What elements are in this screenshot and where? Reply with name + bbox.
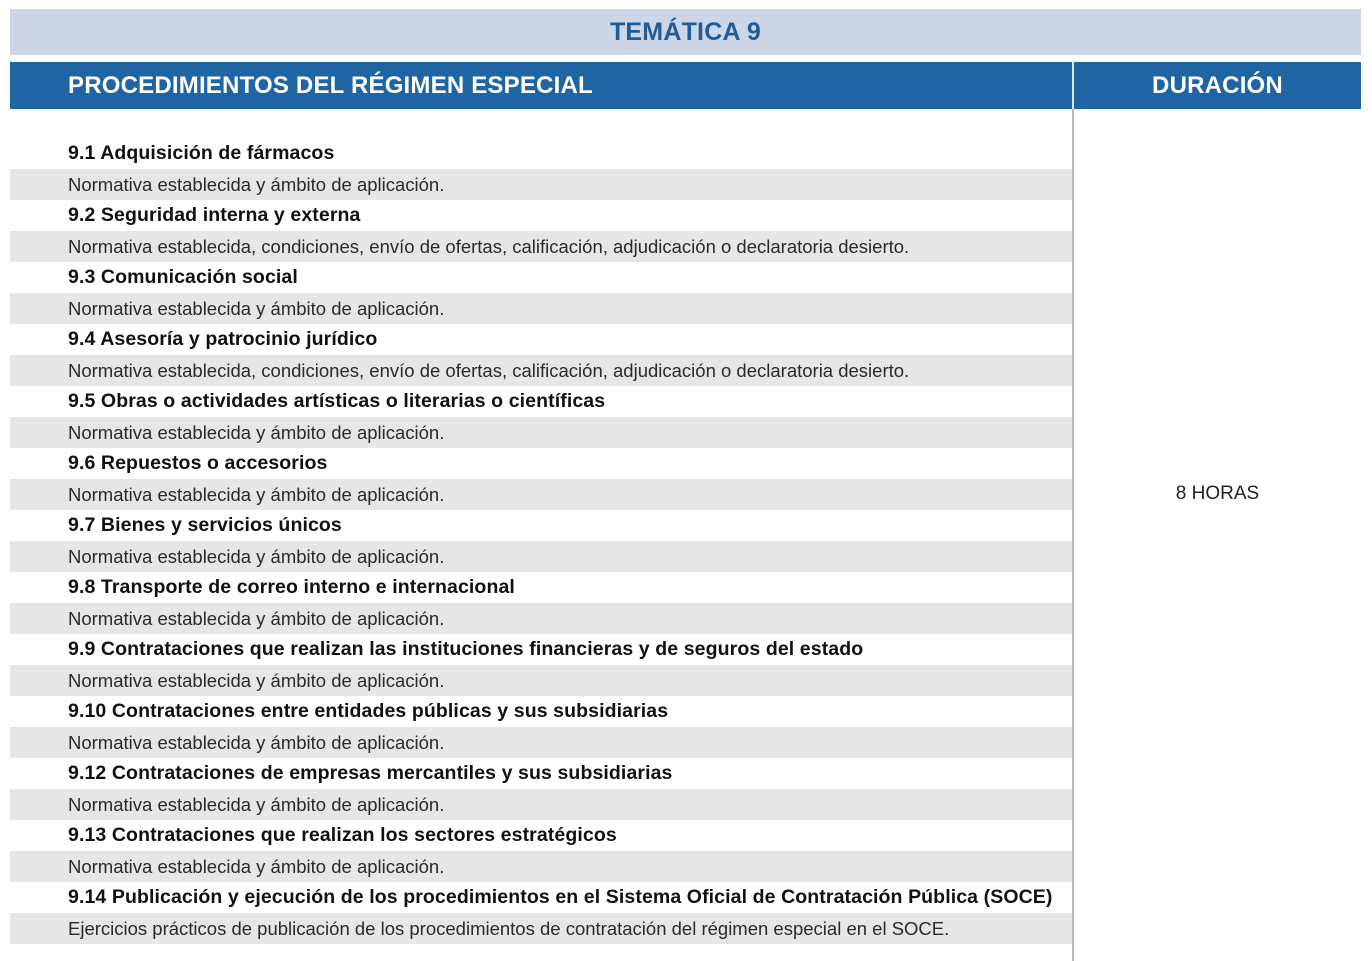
- topic-description-row: [10, 789, 1072, 820]
- page-title: TEMÁTICA 9: [10, 9, 1361, 55]
- topic-title: 9.14 Publicación y ejecución de los procedimientos en el Sistema Oficial de Contratación Pública (SOCE): [68, 886, 1053, 908]
- topic-description-row: [10, 293, 1072, 324]
- topic-title-row: [10, 882, 1072, 913]
- topic-description: Normativa establecida y ámbito de aplicación.: [68, 856, 445, 877]
- table-header: [10, 62, 1361, 109]
- topic-title: 9.1 Adquisición de fármacos: [68, 142, 335, 164]
- topic-title-row: [10, 572, 1072, 603]
- topic-description: Normativa establecida y ámbito de aplicación.: [68, 298, 445, 319]
- topic-title: 9.13 Contrataciones que realizan los sectores estratégicos: [68, 824, 617, 846]
- topic-title: 9.6 Repuestos o accesorios: [68, 452, 328, 474]
- topic-title-row: [10, 634, 1072, 665]
- topic-description: Normativa establecida y ámbito de aplicación.: [68, 546, 445, 567]
- topic-description: Normativa establecida, condiciones, envío de ofertas, calificación, adjudicación o declaratoria desierto.: [68, 360, 910, 381]
- topic-title-row: [10, 386, 1072, 417]
- topic-title: 9.12 Contrataciones de empresas mercantiles y sus subsidiarias: [68, 762, 673, 784]
- topic-description-row: [10, 417, 1072, 448]
- topic-description-row: [10, 727, 1072, 758]
- topic-title-row: [10, 448, 1072, 479]
- topic-title-row: [10, 138, 1072, 169]
- topic-description-row: [10, 603, 1072, 634]
- topic-description-row: [10, 665, 1072, 696]
- topic-title-row: [10, 262, 1072, 293]
- topic-title: 9.2 Seguridad interna y externa: [68, 204, 361, 226]
- topic-title: 9.5 Obras o actividades artísticas o literarias o científicas: [68, 390, 606, 412]
- topic-title: 9.10 Contrataciones entre entidades públicas y sus subsidiarias: [68, 700, 669, 722]
- topic-title-row: [10, 820, 1072, 851]
- topics-list: [10, 138, 1072, 944]
- topic-description: Normativa establecida y ámbito de aplicación.: [68, 608, 445, 629]
- topic-title-row: [10, 696, 1072, 727]
- topic-description: Normativa establecida y ámbito de aplicación.: [68, 422, 445, 443]
- topic-title: 9.4 Asesoría y patrocinio jurídico: [68, 328, 378, 350]
- topic-description-row: [10, 355, 1072, 386]
- topic-description-row: [10, 479, 1072, 510]
- header-duration: DURACIÓN: [1152, 72, 1283, 99]
- topic-description: Normativa establecida y ámbito de aplicación.: [68, 174, 445, 195]
- topic-description: Normativa establecida y ámbito de aplicación.: [68, 484, 445, 505]
- topic-description-row: [10, 231, 1072, 262]
- topic-description-row: [10, 913, 1072, 944]
- topic-title: 9.9 Contrataciones que realizan las instituciones financieras y de seguros del estado: [68, 638, 864, 660]
- duration-value: 8 HORAS: [1175, 483, 1260, 504]
- topic-description: Normativa establecida y ámbito de aplicación.: [68, 670, 445, 691]
- topic-title: 9.8 Transporte de correo interno e internacional: [68, 576, 515, 598]
- topic-description: Normativa establecida y ámbito de aplicación.: [68, 732, 445, 753]
- topic-title: 9.7 Bienes y servicios únicos: [68, 514, 342, 536]
- topic-title-row: [10, 510, 1072, 541]
- topic-description: Ejercicios prácticos de publicación de los procedimientos de contratación del régimen especial en el SOCE.: [68, 918, 950, 939]
- topic-title: 9.3 Comunicación social: [68, 266, 298, 288]
- topic-description-row: [10, 541, 1072, 572]
- topic-description: Normativa establecida, condiciones, envío de ofertas, calificación, adjudicación o declaratoria desierto.: [68, 236, 910, 257]
- topic-description-row: [10, 169, 1072, 200]
- topic-title-row: [10, 200, 1072, 231]
- topic-title-row: [10, 324, 1072, 355]
- header-procedures: PROCEDIMIENTOS DEL RÉGIMEN ESPECIAL: [68, 72, 593, 99]
- topic-description-row: [10, 851, 1072, 882]
- topic-title-row: [10, 758, 1072, 789]
- column-divider: [1072, 109, 1074, 961]
- topic-description: Normativa establecida y ámbito de aplicación.: [68, 794, 445, 815]
